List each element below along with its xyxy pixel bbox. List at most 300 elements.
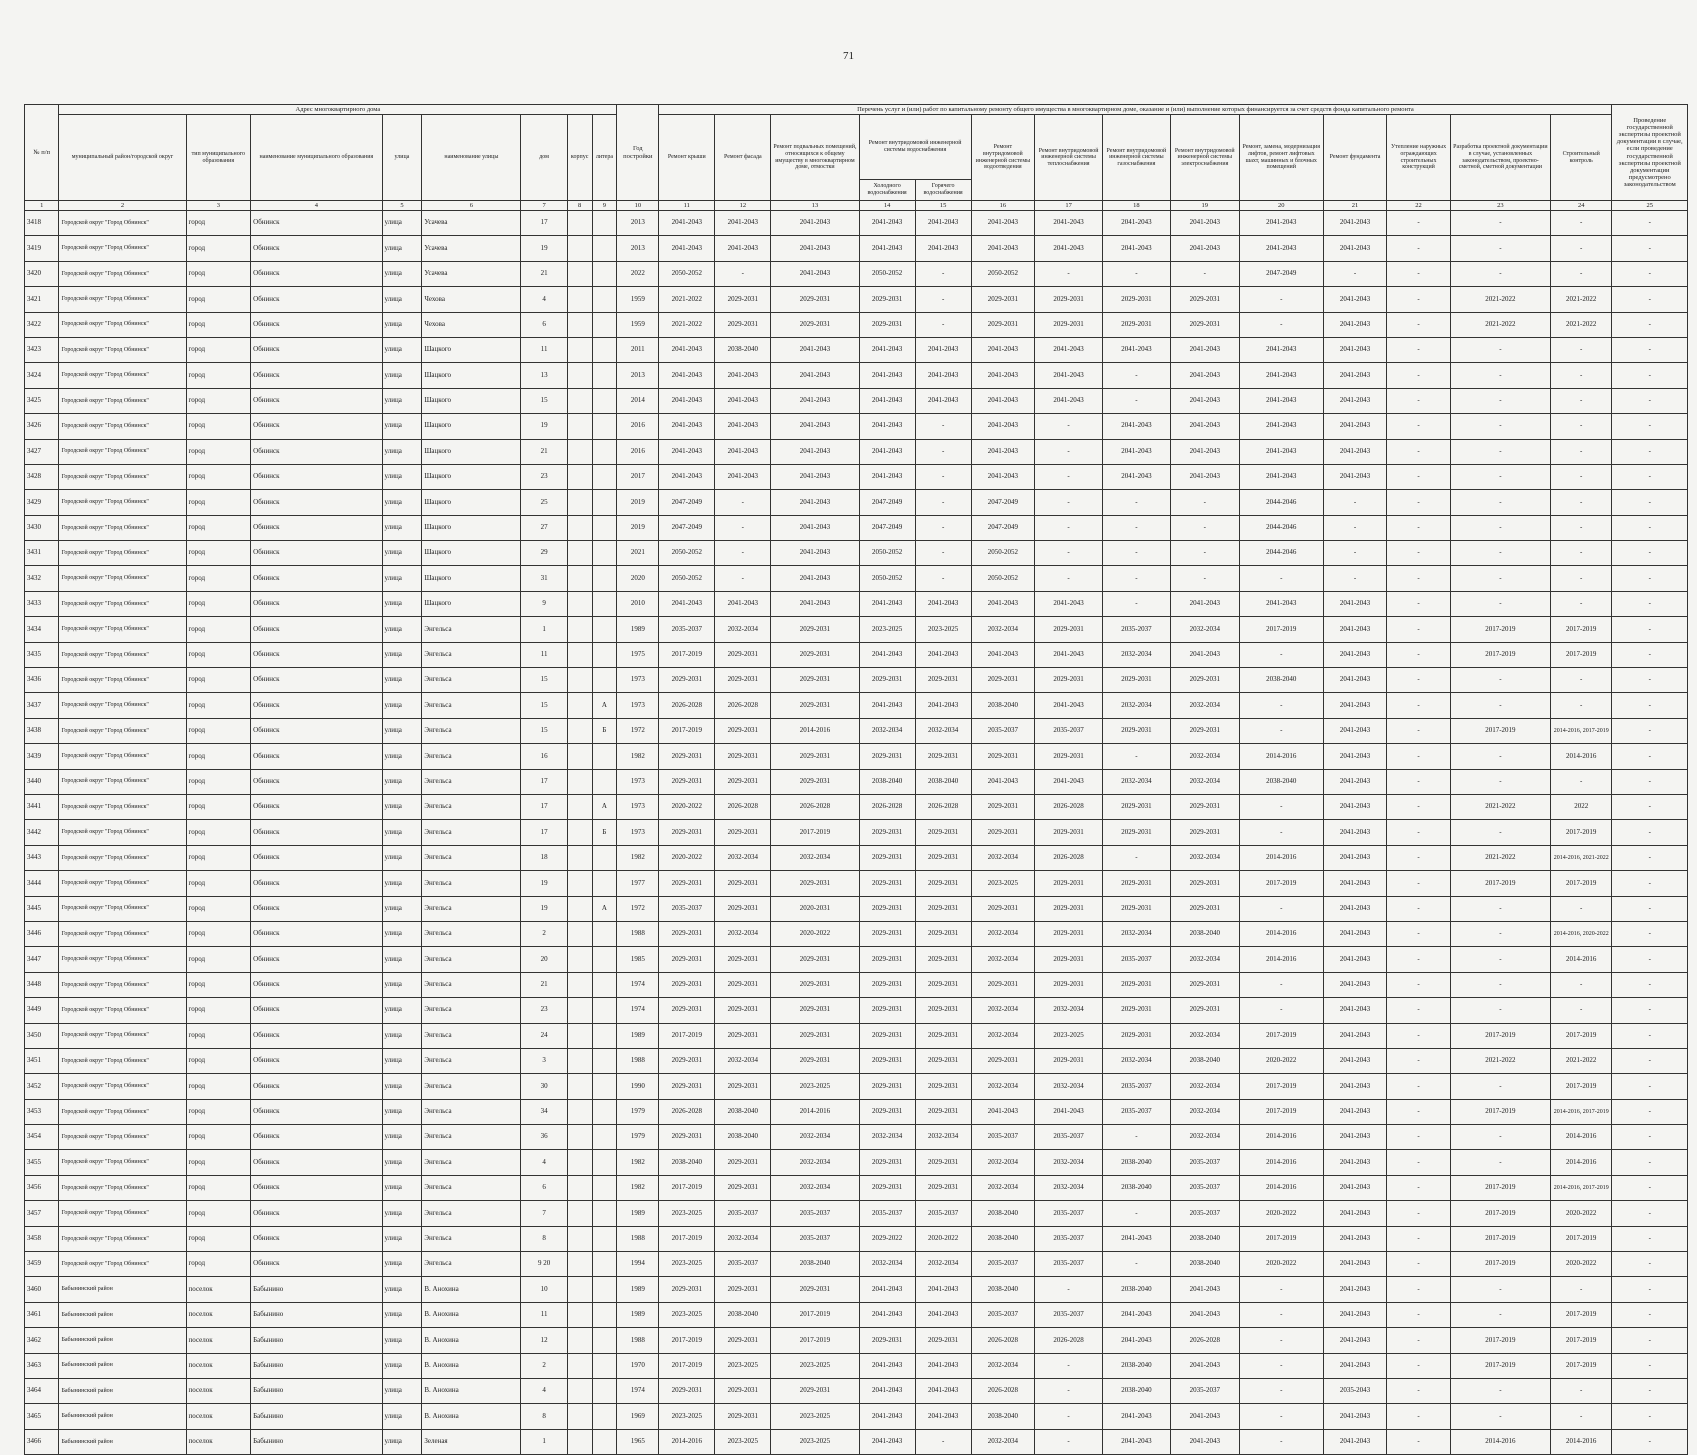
- table-cell: 2014-2016: [1239, 1175, 1323, 1200]
- table-cell: [567, 642, 592, 667]
- table-cell: 3418: [25, 211, 59, 236]
- table-cell: Энгельса: [422, 921, 521, 946]
- table-cell: -: [1239, 1378, 1323, 1403]
- column-number: 22: [1387, 201, 1451, 211]
- table-cell: 2029-2031: [1170, 820, 1239, 845]
- table-cell: 2041-2043: [915, 591, 971, 616]
- table-cell: улица: [382, 769, 422, 794]
- column-number: 11: [659, 201, 715, 211]
- table-cell: 2041-2043: [771, 261, 859, 286]
- table-cell: 2041-2043: [1170, 1353, 1239, 1378]
- table-cell: -: [1387, 1125, 1451, 1150]
- table-cell: Энгельса: [422, 820, 521, 845]
- col-header-mun-name: наименование муниципального образования: [251, 115, 382, 201]
- table-cell: 2041-2043: [1102, 1429, 1170, 1454]
- table-cell: 3434: [25, 617, 59, 642]
- table-cell: 2026-2028: [1035, 845, 1103, 870]
- table-cell: 1973: [617, 693, 659, 718]
- table-cell: 2032-2034: [715, 921, 771, 946]
- table-cell: [567, 1048, 592, 1073]
- table-cell: -: [1387, 794, 1451, 819]
- table-cell: город: [186, 1226, 251, 1251]
- table-cell: 2020: [617, 566, 659, 591]
- table-cell: [567, 921, 592, 946]
- table-cell: 2041-2043: [1323, 591, 1387, 616]
- table-cell: 1989: [617, 1201, 659, 1226]
- table-cell: -: [1450, 591, 1550, 616]
- table-cell: 2: [521, 1353, 567, 1378]
- table-cell: Городской округ "Город Обнинск": [59, 744, 186, 769]
- table-cell: Обнинск: [251, 820, 382, 845]
- table-cell: город: [186, 718, 251, 743]
- col-header-heat: Ремонт внутридомовой инженерной системы теплоснабжения: [1035, 115, 1103, 201]
- table-cell: 2032-2034: [771, 845, 859, 870]
- table-cell: -: [1387, 312, 1451, 337]
- table-cell: [567, 1074, 592, 1099]
- table-cell: 2041-2043: [1323, 921, 1387, 946]
- table-cell: 2041-2043: [971, 363, 1035, 388]
- table-cell: Обнинск: [251, 1099, 382, 1124]
- table-cell: Энгельса: [422, 668, 521, 693]
- table-cell: -: [1450, 896, 1550, 921]
- table-cell: 2017-2019: [1550, 1302, 1612, 1327]
- table-cell: 2029-2031: [915, 1328, 971, 1353]
- table-cell: 2038-2040: [715, 337, 771, 362]
- table-cell: 1988: [617, 921, 659, 946]
- table-cell: 2041-2043: [1323, 1150, 1387, 1175]
- table-row: [25, 642, 1688, 667]
- table-cell: 2029-2031: [971, 820, 1035, 845]
- table-cell: 2017-2019: [1239, 1023, 1323, 1048]
- table-cell: 2041-2043: [1323, 287, 1387, 312]
- table-cell: Энгельса: [422, 769, 521, 794]
- table-cell: Городской округ "Город Обнинск": [59, 972, 186, 997]
- table-cell: -: [1612, 1150, 1688, 1175]
- table-cell: А: [592, 794, 617, 819]
- table-cell: Городской округ "Город Обнинск": [59, 312, 186, 337]
- table-cell: -: [1239, 1404, 1323, 1429]
- table-cell: 3442: [25, 820, 59, 845]
- table-cell: [567, 617, 592, 642]
- table-cell: 2035-2037: [771, 1226, 859, 1251]
- col-header-korpus: корпус: [567, 115, 592, 201]
- table-cell: поселок: [186, 1353, 251, 1378]
- table-cell: 2041-2043: [1323, 236, 1387, 261]
- table-cell: 2041-2043: [1323, 845, 1387, 870]
- table-cell: 2041-2043: [715, 363, 771, 388]
- table-cell: 2041-2043: [771, 414, 859, 439]
- table-cell: Обнинск: [251, 1023, 382, 1048]
- table-cell: 2044-2046: [1239, 541, 1323, 566]
- table-row: [25, 566, 1688, 591]
- table-cell: 2029-2031: [715, 744, 771, 769]
- table-cell: 2032-2034: [915, 718, 971, 743]
- table-cell: 3463: [25, 1353, 59, 1378]
- table-cell: [592, 1175, 617, 1200]
- table-cell: 2029-2031: [715, 972, 771, 997]
- table-cell: 2041-2043: [715, 388, 771, 413]
- table-cell: 2017-2019: [1450, 1175, 1550, 1200]
- table-cell: 23: [521, 464, 567, 489]
- table-cell: 3458: [25, 1226, 59, 1251]
- table-cell: Энгельса: [422, 845, 521, 870]
- table-cell: 2047-2049: [971, 515, 1035, 540]
- table-cell: 2029-2031: [971, 312, 1035, 337]
- table-cell: город: [186, 1074, 251, 1099]
- table-cell: Энгельса: [422, 642, 521, 667]
- table-cell: -: [1450, 541, 1550, 566]
- table-cell: -: [1550, 541, 1612, 566]
- table-cell: -: [1612, 769, 1688, 794]
- table-cell: улица: [382, 566, 422, 591]
- table-cell: -: [1387, 617, 1451, 642]
- table-cell: 2041-2043: [1170, 236, 1239, 261]
- table-cell: -: [1035, 1353, 1103, 1378]
- table-cell: -: [1239, 896, 1323, 921]
- table-cell: город: [186, 388, 251, 413]
- table-cell: [592, 871, 617, 896]
- table-cell: 2029-2031: [659, 744, 715, 769]
- table-cell: Обнинск: [251, 998, 382, 1023]
- table-cell: 2041-2043: [1035, 236, 1103, 261]
- table-cell: 2041-2043: [915, 1353, 971, 1378]
- table-cell: 2035-2037: [971, 1302, 1035, 1327]
- table-cell: -: [1612, 388, 1688, 413]
- table-cell: 1989: [617, 1302, 659, 1327]
- table-cell: Городской округ "Город Обнинск": [59, 414, 186, 439]
- table-cell: -: [715, 566, 771, 591]
- table-cell: 2017-2019: [1450, 617, 1550, 642]
- table-cell: 4: [521, 287, 567, 312]
- table-cell: -: [1550, 1277, 1612, 1302]
- table-cell: город: [186, 211, 251, 236]
- table-cell: 2029-2031: [915, 744, 971, 769]
- table-cell: -: [1612, 1048, 1688, 1073]
- table-cell: -: [1387, 845, 1451, 870]
- table-cell: [592, 414, 617, 439]
- table-cell: 2014-2016: [659, 1429, 715, 1454]
- table-cell: 3459: [25, 1252, 59, 1277]
- column-number: 16: [971, 201, 1035, 211]
- table-cell: 2035-2037: [1102, 947, 1170, 972]
- column-number: 12: [715, 201, 771, 211]
- table-cell: -: [1035, 566, 1103, 591]
- table-cell: 2041-2043: [1323, 439, 1387, 464]
- table-cell: 2029-2031: [1102, 794, 1170, 819]
- table-cell: 2017-2019: [1550, 1074, 1612, 1099]
- table-cell: -: [1387, 693, 1451, 718]
- table-cell: 2026-2028: [715, 794, 771, 819]
- table-cell: 2016: [617, 439, 659, 464]
- table-cell: [592, 617, 617, 642]
- table-cell: -: [1550, 769, 1612, 794]
- table-cell: -: [1450, 668, 1550, 693]
- table-cell: 2029-2031: [771, 998, 859, 1023]
- table-cell: 2041-2043: [915, 693, 971, 718]
- table-cell: 2041-2043: [859, 1404, 915, 1429]
- table-cell: 2023-2025: [715, 1353, 771, 1378]
- table-cell: 36: [521, 1125, 567, 1150]
- table-cell: 2026-2028: [715, 693, 771, 718]
- table-cell: 1982: [617, 744, 659, 769]
- table-cell: Обнинск: [251, 388, 382, 413]
- table-cell: -: [1035, 439, 1103, 464]
- table-cell: 2041-2043: [859, 1353, 915, 1378]
- table-cell: город: [186, 490, 251, 515]
- table-cell: -: [1387, 1328, 1451, 1353]
- table-cell: -: [1239, 1353, 1323, 1378]
- table-row: [25, 1277, 1688, 1302]
- table-cell: 2029-2031: [1170, 871, 1239, 896]
- table-cell: Энгельса: [422, 693, 521, 718]
- table-cell: город: [186, 1099, 251, 1124]
- table-cell: -: [1450, 769, 1550, 794]
- table-cell: город: [186, 871, 251, 896]
- table-cell: 1974: [617, 972, 659, 997]
- table-cell: 1: [521, 1429, 567, 1454]
- table-cell: город: [186, 287, 251, 312]
- table-cell: -: [1612, 1404, 1688, 1429]
- table-cell: -: [1450, 515, 1550, 540]
- table-cell: улица: [382, 591, 422, 616]
- table-cell: 2029-2031: [659, 947, 715, 972]
- table-cell: -: [1612, 1175, 1688, 1200]
- table-cell: 2032-2034: [715, 617, 771, 642]
- table-cell: 2029-2031: [771, 693, 859, 718]
- table-cell: -: [1387, 439, 1451, 464]
- table-cell: 2032-2034: [715, 1048, 771, 1073]
- table-cell: 2017-2019: [771, 1302, 859, 1327]
- table-cell: 2047-2049: [859, 490, 915, 515]
- table-cell: -: [1387, 921, 1451, 946]
- table-cell: 2047-2049: [659, 490, 715, 515]
- table-cell: Обнинск: [251, 921, 382, 946]
- column-number: 6: [422, 201, 521, 211]
- table-cell: 2017-2019: [659, 1328, 715, 1353]
- table-cell: -: [1450, 921, 1550, 946]
- table-cell: поселок: [186, 1429, 251, 1454]
- table-cell: 1959: [617, 312, 659, 337]
- table-cell: [592, 1150, 617, 1175]
- table-cell: город: [186, 845, 251, 870]
- table-cell: Шацкого: [422, 464, 521, 489]
- table-cell: Шацкого: [422, 388, 521, 413]
- table-cell: 2050-2052: [859, 566, 915, 591]
- table-cell: 2041-2043: [771, 337, 859, 362]
- table-cell: -: [1239, 972, 1323, 997]
- table-cell: 4: [521, 1378, 567, 1403]
- table-cell: 1972: [617, 896, 659, 921]
- table-cell: 2035-2037: [859, 1201, 915, 1226]
- table-cell: 2041-2043: [971, 464, 1035, 489]
- table-cell: -: [915, 566, 971, 591]
- table-cell: Городской округ "Город Обнинск": [59, 769, 186, 794]
- table-cell: улица: [382, 642, 422, 667]
- table-cell: 2041-2043: [971, 414, 1035, 439]
- table-cell: улица: [382, 617, 422, 642]
- table-cell: 2014-2016: [1239, 947, 1323, 972]
- col-header-litera: литера: [592, 115, 617, 201]
- table-cell: 2041-2043: [1170, 464, 1239, 489]
- column-number: 10: [617, 201, 659, 211]
- table-cell: -: [1550, 566, 1612, 591]
- table-cell: 2029-2031: [915, 998, 971, 1023]
- table-cell: 2035-2037: [659, 896, 715, 921]
- table-cell: Городской округ "Город Обнинск": [59, 693, 186, 718]
- table-cell: 2029-2031: [915, 1074, 971, 1099]
- table-cell: 2026-2028: [1035, 1328, 1103, 1353]
- table-cell: 2041-2043: [659, 439, 715, 464]
- table-cell: -: [1450, 464, 1550, 489]
- table-cell: 1972: [617, 718, 659, 743]
- table-cell: 2038-2040: [915, 769, 971, 794]
- table-cell: 2041-2043: [659, 337, 715, 362]
- table-cell: -: [1387, 515, 1451, 540]
- table-cell: [567, 744, 592, 769]
- table-cell: В. Анохина: [422, 1378, 521, 1403]
- table-cell: 2044-2046: [1239, 490, 1323, 515]
- table-cell: 2029-2031: [1102, 718, 1170, 743]
- table-cell: -: [1550, 363, 1612, 388]
- table-cell: 2050-2052: [859, 541, 915, 566]
- table-cell: -: [1612, 998, 1688, 1023]
- table-cell: 2011: [617, 337, 659, 362]
- table-cell: 2029-2031: [771, 312, 859, 337]
- table-cell: город: [186, 820, 251, 845]
- table-cell: 2041-2043: [971, 388, 1035, 413]
- table-cell: Обнинск: [251, 1175, 382, 1200]
- table-cell: Городской округ "Город Обнинск": [59, 845, 186, 870]
- table-cell: 2041-2043: [971, 211, 1035, 236]
- table-cell: 2017-2019: [1450, 718, 1550, 743]
- table-cell: 2017-2019: [1550, 617, 1612, 642]
- table-cell: 2032-2034: [1170, 1099, 1239, 1124]
- table-row: [25, 896, 1688, 921]
- table-cell: -: [1612, 211, 1688, 236]
- table-cell: Городской округ "Город Обнинск": [59, 718, 186, 743]
- table-row: [25, 1074, 1688, 1099]
- table-cell: 2029-2031: [659, 1378, 715, 1403]
- table-cell: [592, 1226, 617, 1251]
- table-cell: В. Анохина: [422, 1277, 521, 1302]
- table-cell: улица: [382, 414, 422, 439]
- table-cell: 2050-2052: [859, 261, 915, 286]
- column-number: 15: [915, 201, 971, 211]
- table-cell: 2038-2040: [715, 1125, 771, 1150]
- table-cell: 2041-2043: [771, 236, 859, 261]
- table-cell: [567, 236, 592, 261]
- table-cell: Обнинск: [251, 1252, 382, 1277]
- table-cell: 2041-2043: [1102, 1328, 1170, 1353]
- table-cell: Городской округ "Город Обнинск": [59, 363, 186, 388]
- table-cell: 2041-2043: [1323, 388, 1387, 413]
- table-cell: 17: [521, 820, 567, 845]
- table-cell: улица: [382, 1252, 422, 1277]
- table-cell: 2029-2031: [1035, 921, 1103, 946]
- table-cell: 2029-2031: [859, 871, 915, 896]
- table-cell: улица: [382, 1378, 422, 1403]
- table-cell: 2041-2043: [1323, 998, 1387, 1023]
- table-cell: Обнинск: [251, 236, 382, 261]
- table-cell: 2041-2043: [1323, 896, 1387, 921]
- table-cell: 2014-2016: [771, 1099, 859, 1124]
- table-cell: 3426: [25, 414, 59, 439]
- table-cell: 3428: [25, 464, 59, 489]
- table-cell: 1979: [617, 1099, 659, 1124]
- table-cell: [567, 1023, 592, 1048]
- table-cell: -: [1612, 439, 1688, 464]
- table-cell: 2013: [617, 236, 659, 261]
- table-cell: [567, 1099, 592, 1124]
- table-cell: 2041-2043: [715, 414, 771, 439]
- table-cell: Энгельса: [422, 718, 521, 743]
- table-cell: 2032-2034: [859, 1252, 915, 1277]
- table-cell: 2029-2031: [1102, 1023, 1170, 1048]
- table-row: [25, 363, 1688, 388]
- table-cell: 15: [521, 668, 567, 693]
- col-header-street-type: улица: [382, 115, 422, 201]
- table-cell: -: [915, 490, 971, 515]
- table-cell: Шацкого: [422, 591, 521, 616]
- table-cell: 2041-2043: [915, 642, 971, 667]
- table-cell: [567, 414, 592, 439]
- table-cell: 3429: [25, 490, 59, 515]
- table-cell: Городской округ "Город Обнинск": [59, 896, 186, 921]
- col-header-gas: Ремонт внутридомовой инженерной системы газоснабжения: [1102, 115, 1170, 201]
- table-cell: 2032-2034: [1102, 642, 1170, 667]
- table-cell: Городской округ "Город Обнинск": [59, 921, 186, 946]
- table-cell: 2038-2040: [1170, 1226, 1239, 1251]
- table-cell: 2032-2034: [971, 617, 1035, 642]
- table-cell: [592, 1378, 617, 1403]
- table-cell: Бабынино: [251, 1277, 382, 1302]
- table-cell: Обнинск: [251, 896, 382, 921]
- table-cell: -: [1239, 1328, 1323, 1353]
- table-cell: -: [1239, 312, 1323, 337]
- table-cell: город: [186, 1201, 251, 1226]
- table-cell: 2014-2016: [1239, 744, 1323, 769]
- table-cell: 2017-2019: [1239, 1074, 1323, 1099]
- table-cell: -: [1450, 1125, 1550, 1150]
- table-cell: город: [186, 1048, 251, 1073]
- table-cell: [567, 439, 592, 464]
- table-cell: [592, 566, 617, 591]
- table-cell: 2041-2043: [1170, 591, 1239, 616]
- table-cell: 2041-2043: [659, 211, 715, 236]
- table-cell: 2041-2043: [715, 211, 771, 236]
- table-cell: -: [1612, 668, 1688, 693]
- table-cell: Обнинск: [251, 211, 382, 236]
- table-cell: 2023-2025: [771, 1353, 859, 1378]
- table-cell: улица: [382, 998, 422, 1023]
- table-cell: улица: [382, 871, 422, 896]
- table-cell: 2029-2031: [971, 972, 1035, 997]
- table-cell: [592, 312, 617, 337]
- table-cell: 2014-2016: [1550, 947, 1612, 972]
- table-cell: 2041-2043: [859, 414, 915, 439]
- table-cell: 2032-2034: [971, 1429, 1035, 1454]
- table-cell: 2019: [617, 490, 659, 515]
- table-cell: 3423: [25, 337, 59, 362]
- table-cell: -: [1450, 1150, 1550, 1175]
- col-header-facade: Ремонт фасада: [715, 115, 771, 201]
- table-cell: 2041-2043: [971, 642, 1035, 667]
- table-cell: 2041-2043: [1170, 388, 1239, 413]
- table-cell: Обнинск: [251, 541, 382, 566]
- table-cell: -: [1450, 439, 1550, 464]
- table-cell: 2041-2043: [915, 1302, 971, 1327]
- table-cell: 3454: [25, 1125, 59, 1150]
